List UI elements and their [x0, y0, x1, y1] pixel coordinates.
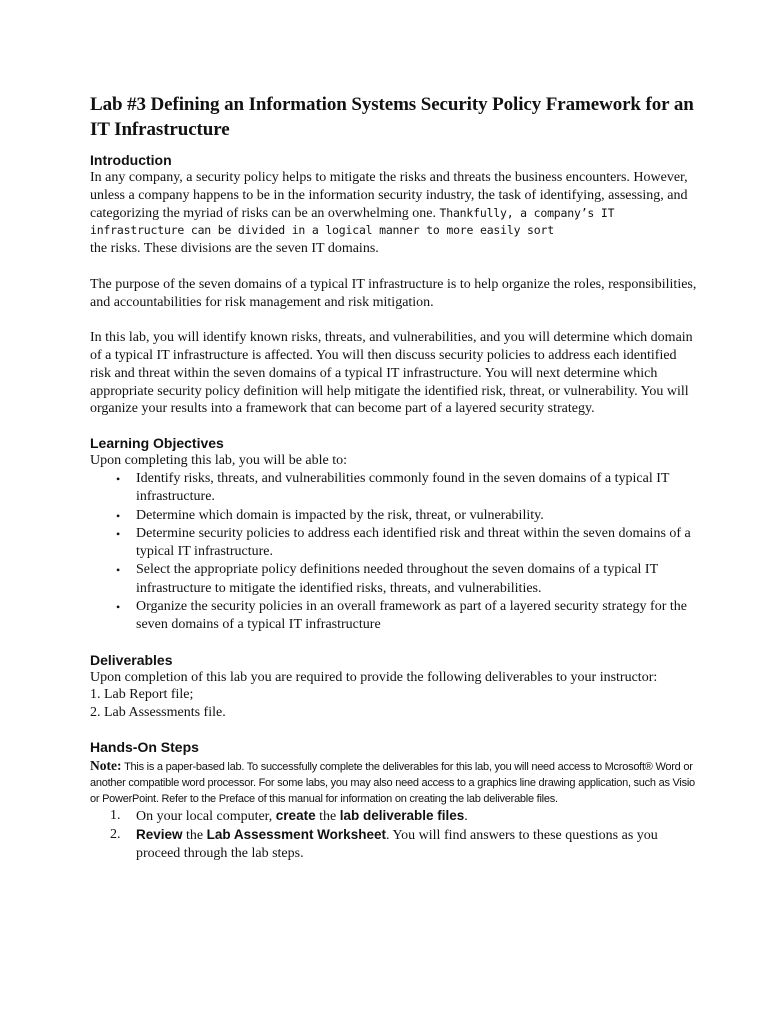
bullet-icon: •: [116, 526, 121, 541]
objective-text: Determine which domain is impacted by the risk, threat, or vulnerability.: [136, 507, 544, 523]
step-bold-text: Review: [136, 827, 183, 843]
step-number: 2.: [110, 827, 121, 843]
learning-objectives-heading: Learning Objectives: [90, 435, 224, 452]
hands-on-heading: Hands-On Steps: [90, 739, 199, 756]
intro-p1-end-text: the risks. These divisions are the seven IT domains.: [90, 241, 379, 257]
list-item: [116, 598, 698, 635]
list-item: [116, 507, 698, 525]
step-text: .: [464, 809, 468, 825]
intro-p1-mono-text: Thankfully, a company’s IT infrastructure can be divided in a logical manner to more easily sort: [90, 205, 615, 238]
deliverables-section: [90, 652, 698, 722]
objectives-lead: Upon completing this lab, you will be able to:: [90, 453, 348, 469]
introduction-heading: Introduction: [90, 152, 172, 168]
objectives-list: [90, 470, 698, 635]
list-item: [116, 561, 698, 598]
note-label: Note:: [90, 758, 122, 774]
introduction-paragraph-3: In this lab, you will identify known risks, threats, and vulnerabilities, and you will determine which domain of a typical IT infrastructure is affected. You will then discuss security policies to address each identified risk and threat within the seven domains of a typical IT infrastructure. You will next determine which appropriate security policy definition will help mitigate the identified risk, threat, or vulnerability. You will organize your results into a framework that can become part of a layered security strategy.: [90, 330, 693, 417]
bullet-icon: •: [116, 600, 121, 615]
list-item: [116, 525, 698, 562]
step-bold-text: lab deliverable files: [339, 808, 465, 824]
deliverable-item-2: 2. Lab Assessments file.: [90, 705, 226, 721]
deliverable-item-1: 1. Lab Report file;: [90, 687, 194, 703]
step-text: the: [182, 828, 207, 844]
hands-on-section: [90, 739, 698, 863]
objective-text: Identify risks, threats, and vulnerabilities commonly found in the seven domains of a typical IT infrastructure.: [136, 470, 670, 505]
step-text: . You will find answers to these questions as you proceed through the lab steps.: [136, 828, 658, 862]
step-item-1: [110, 807, 698, 826]
note-paragraph: [90, 758, 698, 807]
bullet-icon: •: [116, 471, 121, 486]
step-bold-text: Lab Assessment Worksheet: [206, 827, 386, 843]
lab-title: Lab #3 Defining an Information Systems Security Policy Framework for an IT Infrastructure: [90, 94, 694, 140]
introduction-paragraph-2: The purpose of the seven domains of a typical IT infrastructure is to help organize the roles, responsibilities, and accountabilities for risk management and risk mitigation.: [90, 276, 697, 310]
step-text: On your local computer,: [136, 809, 276, 825]
bullet-icon: •: [116, 508, 121, 523]
deliverables-heading: Deliverables: [90, 651, 173, 668]
learning-objectives-section: [90, 435, 698, 634]
steps-list: [90, 807, 698, 863]
intro-p1-text: In any company, a security policy helps to mitigate the risks and threats the business encounters. However, unless a company happens to be in the information security industry, the task of identifying, assessing, and categorizing the myriad of risks can be an overwhelming one.: [90, 170, 688, 221]
list-item: [116, 470, 698, 507]
step-number: 1.: [110, 808, 121, 824]
objective-text: Determine security policies to address each identified risk and threat within the seven domains of a typical IT infrastructure.: [136, 525, 691, 560]
step-bold-text: create: [275, 808, 316, 824]
introduction-paragraph-1: [90, 169, 698, 258]
objective-text: Select the appropriate policy definitions needed throughout the seven domains of a typical IT infrastructure to mitigate the identified risks, threats, and vulnerabilities.: [136, 562, 658, 596]
note-text: This is a paper-based lab. To successfully complete the deliverables for this lab, you will need access to Mcrosoft® Word or another compatible word processor. For some labs, you may also need access to a graphics line drawing application, such as Visio or PowerPoint. Refer to the Preface of this manual for information on creating the lab deliverable files.: [90, 761, 695, 806]
objective-text: Organize the security policies in an overall framework as part of a layered security strategy for the seven domains of a typical IT infrastructure: [136, 599, 687, 633]
step-text: the: [315, 809, 340, 825]
deliverables-lead: Upon completion of this lab you are required to provide the following deliverables to your instructor:: [90, 669, 658, 685]
step-item-2: [110, 826, 698, 863]
bullet-icon: •: [116, 563, 121, 578]
